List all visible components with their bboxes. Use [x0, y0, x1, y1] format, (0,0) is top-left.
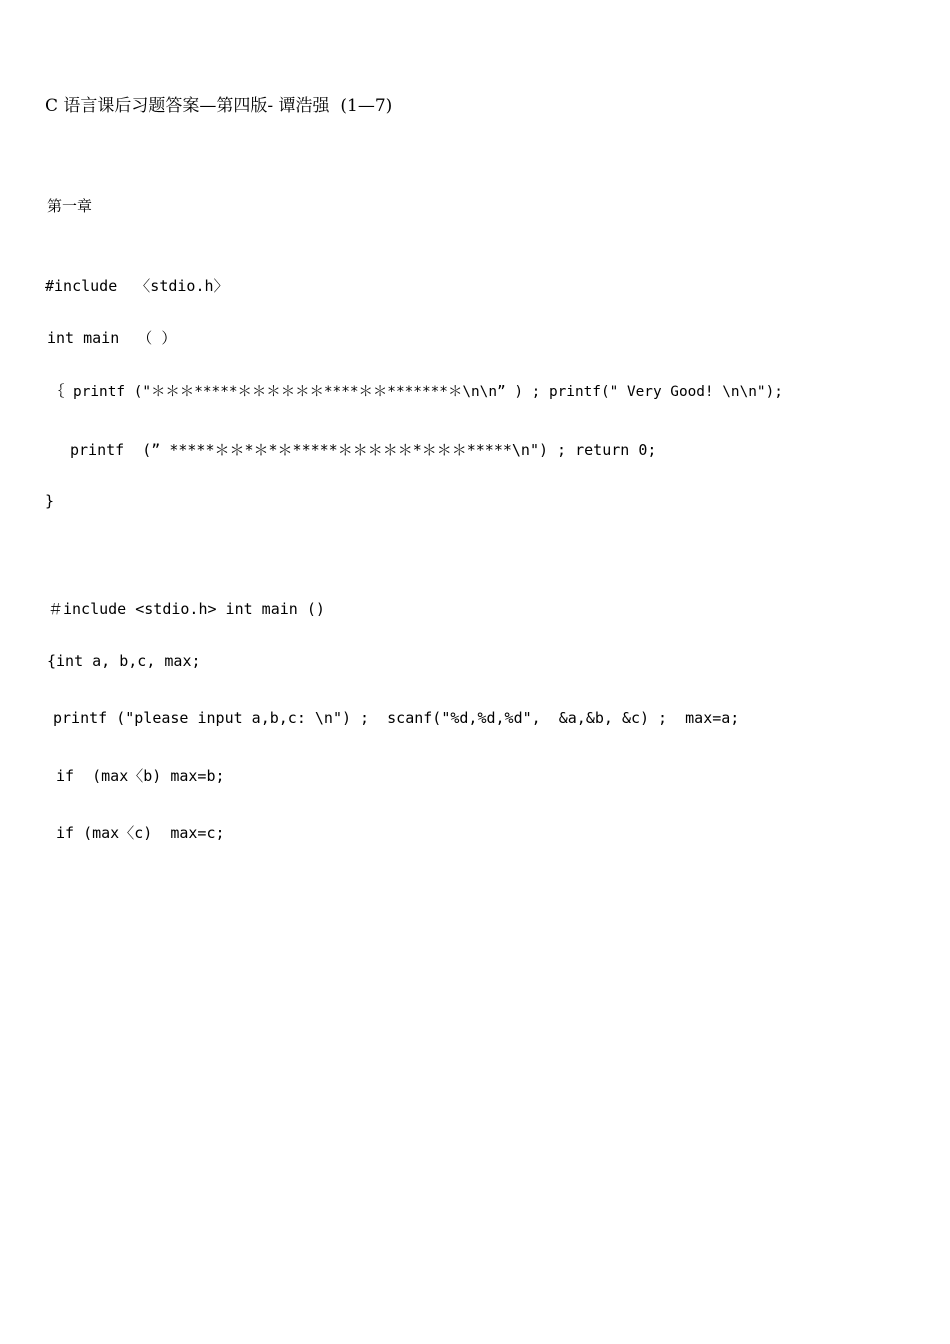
code-line: #include 〈stdio.h〉: [45, 277, 229, 295]
document-title: C 语言课后习题答案—第四版- 谭浩强 (1—7): [45, 96, 393, 116]
code-line: printf ("please input a,b,c: \n") ; scanf("%d,%d,%d", &a,&b, &c) ; max=a;: [53, 709, 740, 727]
chapter-heading: 第一章: [47, 197, 93, 215]
code-line: {int a, b,c, max;: [47, 652, 201, 670]
code-line: ＃include <stdio.h> int main (): [48, 600, 325, 618]
code-line: if (max〈b) max=b;: [56, 767, 225, 785]
code-line: if (max〈c) max=c;: [56, 824, 225, 842]
code-line: int main （ ）: [47, 329, 177, 347]
code-line: }: [45, 492, 55, 510]
code-line: ｛ printf ("＊＊＊*****＊＊＊＊＊＊****＊＊*******＊\n\n” ) ; printf(" Very Good! \n\n");: [50, 384, 783, 400]
code-line: printf (” *****＊＊*＊*＊*****＊＊＊＊＊*＊＊＊*****\n") ; return 0;: [70, 441, 657, 459]
